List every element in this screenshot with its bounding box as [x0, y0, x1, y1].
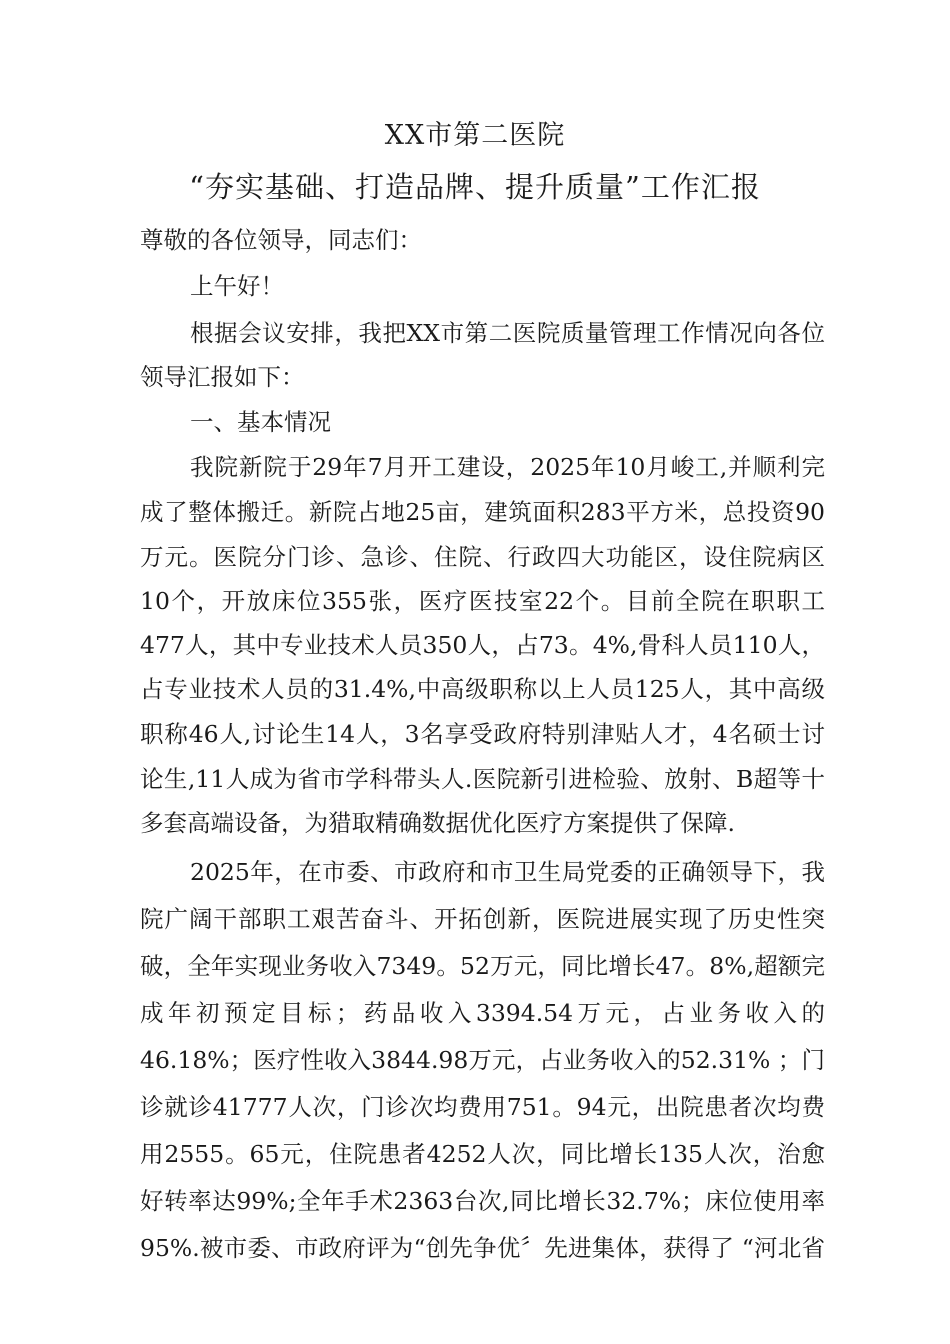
intro-line: 根据会议安排，我把XX市第二医院质量管理工作情况向各位 [190, 319, 825, 347]
paragraph-line: 46.18%；医疗性收入3844.98万元，占业务收入的52.31% ；门 [140, 1046, 825, 1074]
intro-line: 领导汇报如下： [140, 363, 305, 391]
salutation: 尊敬的各位领导，同志们： [140, 226, 422, 254]
paragraph-line: 2025年，在市委、市政府和市卫生局党委的正确领导下，我 [190, 858, 825, 886]
paragraph-line: 我院新院于29年7月开工建设，2025年10月峻工,并顺利完 [190, 453, 825, 481]
greeting: 上午好！ [190, 272, 284, 300]
paragraph-line: 院广阔干部职工艰苦奋斗、开拓创新，医院进展实现了历史性突 [140, 905, 825, 933]
paragraph-line: 论生,11人成为省市学科带头人.医院新引进检验、放射、B超等十 [140, 765, 825, 793]
paragraph-line: 多套高端设备，为猎取精确数据优化医疗方案提供了保障. [140, 809, 735, 837]
paragraph-line: 职称46人,讨论生14人，3名享受政府特别津贴人才，4名硕士讨 [140, 720, 825, 748]
paragraph-line: 万元。医院分门诊、急诊、住院、行政四大功能区，设住院病区 [140, 543, 825, 571]
paragraph-line: 成了整体搬迁。新院占地25亩，建筑面积283平方米，总投资90 [140, 498, 825, 526]
paragraph-line: 诊就诊41777人次，门诊次均费用751。94元，出院患者次均费 [140, 1093, 825, 1121]
paragraph-line: 95%.被市委、市政府评为“创先争优〞先进集体，获得了 “河北省 [140, 1234, 825, 1262]
paragraph-line: 破，全年实现业务收入7349。52万元，同比增长47。8%,超额完 [140, 952, 825, 980]
document-subtitle: “夯实基础、打造品牌、提升质量”工作汇报 [189, 170, 761, 204]
paragraph-line: 好转率达99%;全年手术2363台次,同比增长32.7%；床位使用率 [140, 1187, 825, 1215]
paragraph-line: 477人，其中专业技术人员350人，占73。4%,骨科人员110人， [140, 631, 825, 659]
document-title: XX市第二医院 [384, 120, 566, 151]
paragraph-line: 占专业技术人员的31.4%,中高级职称以上人员125人，其中高级 [140, 675, 825, 703]
paragraph-line: 成年初预定目标；药品收入3394.54万元，占业务收入的 [140, 999, 825, 1027]
section-heading: 一、基本情况 [190, 408, 331, 436]
paragraph-line: 10个，开放床位355张，医疗医技室22个。目前全院在职职工 [140, 587, 825, 615]
paragraph-line: 用2555。65元，住院患者4252人次，同比增长135人次，治愈 [140, 1140, 825, 1168]
